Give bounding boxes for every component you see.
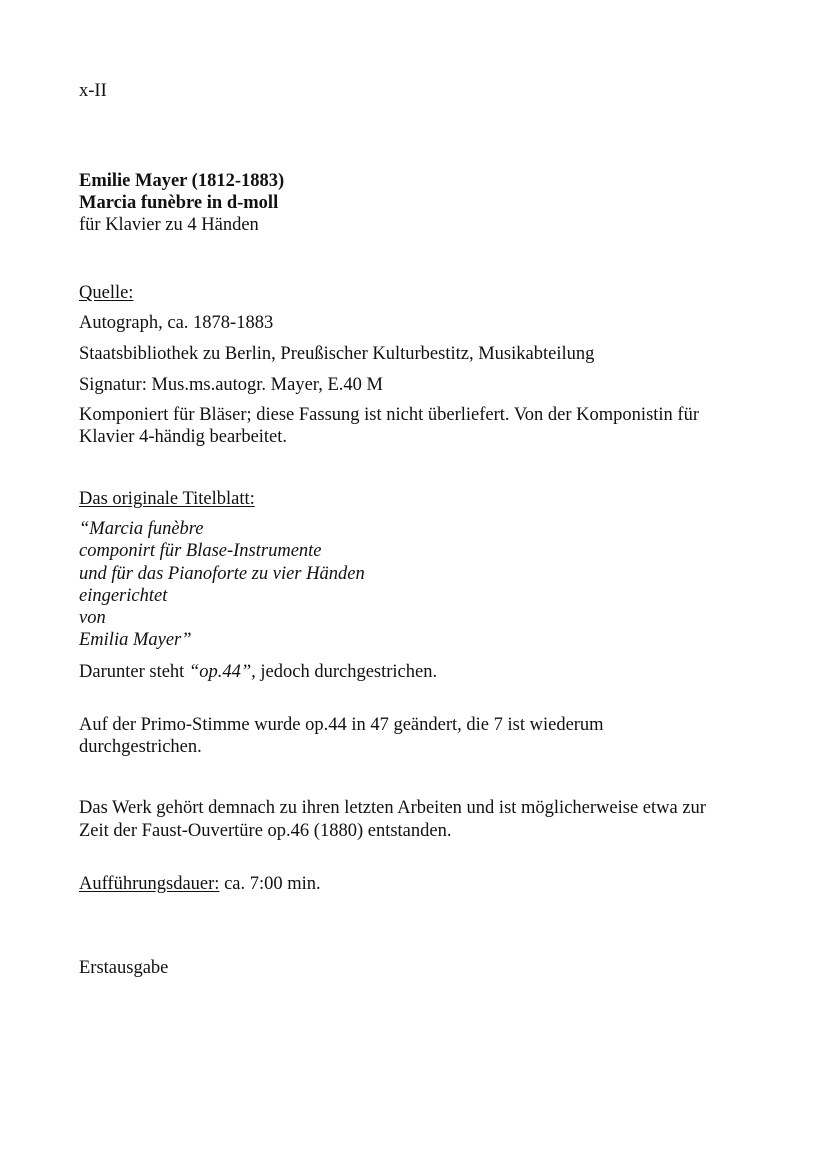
page-label: x-II (79, 81, 107, 101)
source-autograph: Autograph, ca. 1878-1883 (79, 313, 274, 333)
source-note-line-2: Klavier 4-händig bearbeitet. (79, 427, 288, 447)
below-suffix: jedoch durchgestrichen. (255, 662, 438, 682)
title-page-line: und für das Pianoforte zu vier Händen (79, 564, 365, 584)
primo-paragraph-line-2: durchgestrichen. (79, 737, 202, 757)
duration (79, 873, 321, 895)
source-signature: Signatur: Mus.ms.autogr. Mayer, E.40 M (79, 375, 383, 395)
source-note-line-1: Komponiert für Bläser; diese Fassung ist nicht überliefert. Von der Komponistin für (79, 405, 699, 425)
source-library: Staatsbibliothek zu Berlin, Preußischer Kulturbestitz, Musikabteilung (79, 344, 595, 364)
below-prefix: Darunter steht (79, 662, 189, 682)
work-title: Marcia funèbre in d-moll (79, 193, 279, 213)
duration-value: ca. 7:00 min. (219, 874, 321, 894)
source-heading: Quelle: (79, 283, 134, 303)
work-paragraph-line-2: Zeit der Faust-Ouvertüre op.46 (1880) entstanden. (79, 821, 452, 841)
composer-heading: Emilie Mayer (1812-1883) (79, 171, 285, 191)
title-page-below-note (79, 661, 437, 683)
instrumentation: für Klavier zu 4 Händen (79, 215, 259, 235)
title-page-line: componirt für Blase-Instrumente (79, 541, 322, 561)
title-page-line: Emilia Mayer” (79, 630, 192, 650)
title-page-line: von (79, 608, 106, 628)
title-page-line: eingerichtet (79, 586, 168, 606)
work-paragraph-line-1: Das Werk gehört demnach zu ihren letzten Arbeiten und ist möglicherweise etwa zur (79, 798, 706, 818)
below-opus: “op.44”, (188, 662, 256, 682)
primo-paragraph-line-1: Auf der Primo-Stimme wurde op.44 in 47 geändert, die 7 ist wiederum (79, 715, 604, 735)
duration-label: Aufführungsdauer: (79, 874, 220, 894)
edition-note: Erstausgabe (79, 958, 169, 978)
title-page-heading: Das originale Titelblatt: (79, 489, 255, 509)
title-page-line: “Marcia funèbre (79, 519, 204, 539)
